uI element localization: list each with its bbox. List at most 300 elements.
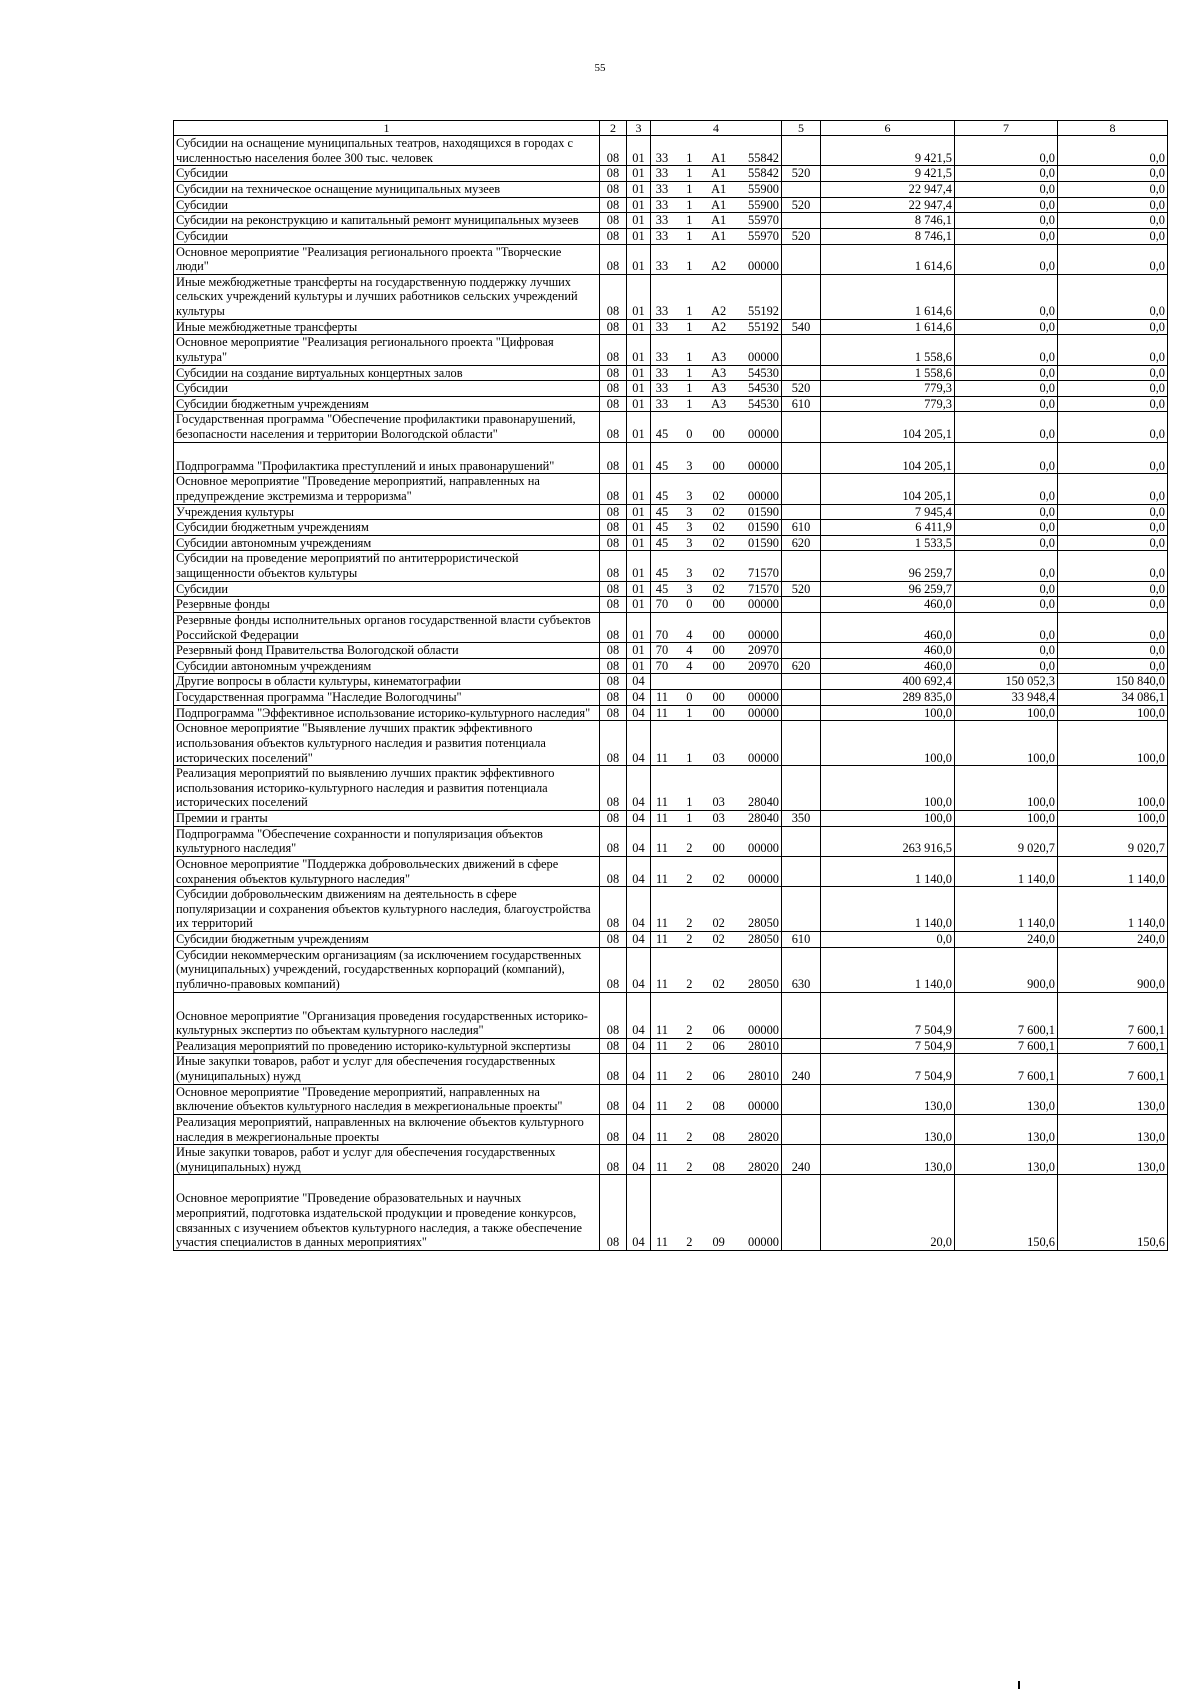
program-code (651, 535, 782, 551)
program-code-part: 11 (656, 1129, 668, 1144)
program-code-parts (653, 916, 779, 931)
program-code-part: 1 (686, 304, 693, 319)
program-code-part: 00 (712, 705, 725, 720)
program-code-parts (653, 1160, 779, 1175)
header-cell: 8 (1058, 121, 1168, 136)
program-code (651, 856, 782, 886)
program-code-part: 55842 (748, 150, 779, 165)
program-code-part: 11 (656, 1038, 668, 1053)
amount-col-6: 460,0 (821, 658, 955, 674)
expense-type-code (782, 1175, 821, 1251)
program-code-part: 03 (712, 795, 725, 810)
row-name: Подпрограмма "Профилактика преступлений и иных правонарушений" (174, 442, 600, 474)
section-code: 08 (600, 597, 627, 613)
section-code: 08 (600, 932, 627, 948)
expense-type-code (782, 335, 821, 365)
program-code-part: 00000 (748, 750, 779, 765)
program-code-part: 2 (686, 1099, 693, 1114)
program-code (651, 365, 782, 381)
program-code (651, 319, 782, 335)
amount-col-6: 130,0 (821, 1145, 955, 1175)
program-code-parts (653, 182, 779, 197)
row-name: Реализация мероприятий по выявлению лучших практик эффективного использования историко-культурного наследия и развития потенциала исторических поселений (174, 766, 600, 811)
amount-col-7: 0,0 (955, 213, 1058, 229)
program-code (651, 721, 782, 766)
subsection-code: 01 (627, 228, 651, 244)
amount-col-6: 6 411,9 (821, 520, 955, 536)
table-row (174, 1175, 1168, 1251)
section-code: 08 (600, 766, 627, 811)
amount-col-7: 900,0 (955, 947, 1058, 992)
program-code-part: 28040 (748, 795, 779, 810)
program-code-part: 08 (712, 1129, 725, 1144)
subsection-code: 04 (627, 1145, 651, 1175)
table-row (174, 856, 1168, 886)
amount-col-8: 7 600,1 (1058, 992, 1168, 1038)
program-code-parts (653, 597, 779, 612)
program-code-parts (653, 690, 779, 705)
amount-col-6: 104 205,1 (821, 412, 955, 442)
program-code-part: 3 (686, 504, 693, 519)
section-code: 08 (600, 643, 627, 659)
subsection-code: 04 (627, 721, 651, 766)
program-code-parts (653, 304, 779, 319)
program-code-part: 11 (656, 1099, 668, 1114)
program-code-part: 11 (656, 932, 668, 947)
expense-type-code: 610 (782, 520, 821, 536)
section-code: 08 (600, 535, 627, 551)
table-row (174, 228, 1168, 244)
program-code-part: 28050 (748, 932, 779, 947)
program-code-parts (653, 566, 779, 581)
amount-col-7: 150 052,3 (955, 674, 1058, 690)
amount-col-7: 0,0 (955, 551, 1058, 581)
program-code-part: 70 (655, 643, 669, 658)
program-code-part: 02 (712, 504, 725, 519)
table-row (174, 136, 1168, 166)
table-row (174, 412, 1168, 442)
table-row (174, 766, 1168, 811)
expense-type-code: 240 (782, 1145, 821, 1175)
amount-col-8: 100,0 (1058, 705, 1168, 721)
subsection-code: 01 (627, 182, 651, 198)
program-code-part: 2 (686, 871, 693, 886)
program-code-part: 28040 (748, 811, 779, 826)
program-code-part: 55970 (748, 213, 779, 228)
amount-col-6: 1 614,6 (821, 274, 955, 319)
amount-col-6: 7 945,4 (821, 504, 955, 520)
section-code: 08 (600, 365, 627, 381)
row-name: Субсидии на оснащение муниципальных театров, находящихся в городах с численностью населения более 300 тыс. человек (174, 136, 600, 166)
subsection-code: 01 (627, 365, 651, 381)
amount-col-7: 0,0 (955, 197, 1058, 213)
table-row (174, 721, 1168, 766)
expense-type-code (782, 244, 821, 274)
section-code: 08 (600, 1175, 627, 1251)
program-code-part: 33 (655, 197, 669, 212)
program-code-parts (653, 397, 779, 412)
expense-type-code (782, 992, 821, 1038)
expense-type-code (782, 213, 821, 229)
expense-type-code (782, 856, 821, 886)
section-code: 08 (600, 992, 627, 1038)
program-code (651, 197, 782, 213)
section-code: 08 (600, 166, 627, 182)
expense-type-code (782, 182, 821, 198)
subsection-code: 04 (627, 766, 651, 811)
row-name: Субсидии бюджетным учреждениям (174, 396, 600, 412)
subsection-code: 04 (627, 1114, 651, 1144)
program-code-part: 11 (656, 750, 668, 765)
program-code (651, 182, 782, 198)
row-name: Премии и гранты (174, 811, 600, 827)
amount-col-6: 779,3 (821, 396, 955, 412)
program-code-parts (653, 489, 779, 504)
section-code: 08 (600, 1114, 627, 1144)
program-code-parts (653, 795, 779, 810)
subsection-code: 01 (627, 612, 651, 642)
table-row (174, 643, 1168, 659)
program-code (651, 213, 782, 229)
section-code: 08 (600, 581, 627, 597)
program-code (651, 244, 782, 274)
subsection-code: 01 (627, 474, 651, 504)
amount-col-8: 9 020,7 (1058, 826, 1168, 856)
amount-col-8: 0,0 (1058, 396, 1168, 412)
amount-col-6: 130,0 (821, 1084, 955, 1114)
row-name: Субсидии бюджетным учреждениям (174, 520, 600, 536)
program-code-part: 0 (686, 427, 693, 442)
row-name: Государственная программа "Наследие Вологодчины" (174, 690, 600, 706)
program-code-part: 06 (712, 1069, 725, 1084)
expense-type-code (782, 1114, 821, 1144)
amount-col-7: 0,0 (955, 396, 1058, 412)
program-code-part: 2 (686, 916, 693, 931)
program-code-parts (653, 259, 779, 274)
program-code-parts (653, 841, 779, 856)
table-row (174, 1114, 1168, 1144)
program-code-parts (653, 659, 779, 674)
amount-col-8: 100,0 (1058, 766, 1168, 811)
program-code-part: 2 (686, 1023, 693, 1038)
expense-type-code (782, 612, 821, 642)
program-code-part: 1 (686, 213, 693, 228)
section-code: 08 (600, 705, 627, 721)
subsection-code: 04 (627, 947, 651, 992)
section-code: 08 (600, 474, 627, 504)
amount-col-7: 0,0 (955, 520, 1058, 536)
amount-col-7: 0,0 (955, 535, 1058, 551)
expense-type-code (782, 365, 821, 381)
program-code-part: 28050 (748, 916, 779, 931)
program-code (651, 887, 782, 932)
program-code-part: 1 (686, 166, 693, 181)
program-code (651, 597, 782, 613)
program-code-part: 0 (686, 597, 693, 612)
amount-col-6: 9 421,5 (821, 136, 955, 166)
row-name: Учреждения культуры (174, 504, 600, 520)
program-code-part: 3 (686, 535, 693, 550)
program-code-part: 11 (656, 705, 668, 720)
table-row (174, 597, 1168, 613)
amount-col-6: 400 692,4 (821, 674, 955, 690)
expense-type-code (782, 887, 821, 932)
program-code-part: 1 (686, 396, 693, 411)
section-code: 08 (600, 811, 627, 827)
program-code-part: 4 (686, 658, 693, 673)
row-name: Подпрограмма "Эффективное использование историко-культурного наследия" (174, 705, 600, 721)
table-row (174, 658, 1168, 674)
program-code (651, 474, 782, 504)
amount-col-6: 96 259,7 (821, 581, 955, 597)
budget-table (173, 120, 1168, 1251)
expense-type-code: 520 (782, 166, 821, 182)
program-code-part: 45 (655, 520, 669, 535)
program-code (651, 520, 782, 536)
row-name: Основное мероприятие "Проведение образовательных и научных мероприятий, подготовка издательской продукции и проведение конкурсов, связанных с изучением объектов культурного наследия, а также обеспечение участия специалистов в данных мероприятиях" (174, 1175, 600, 1251)
subsection-code: 04 (627, 811, 651, 827)
program-code-part: 2 (686, 932, 693, 947)
amount-col-8: 34 086,1 (1058, 690, 1168, 706)
subsection-code: 04 (627, 856, 651, 886)
expense-type-code (782, 1084, 821, 1114)
row-name: Субсидии автономным учреждениям (174, 658, 600, 674)
amount-col-6: 0,0 (821, 932, 955, 948)
table-row (174, 504, 1168, 520)
expense-type-code: 520 (782, 197, 821, 213)
program-code-part: 54530 (748, 381, 779, 396)
program-code-part: 1 (686, 228, 693, 243)
amount-col-6: 20,0 (821, 1175, 955, 1251)
program-code-part: 33 (655, 213, 669, 228)
subsection-code: 01 (627, 412, 651, 442)
amount-col-8: 1 140,0 (1058, 856, 1168, 886)
program-code-part: 2 (686, 1069, 693, 1084)
program-code-part: 06 (712, 1023, 725, 1038)
section-code: 08 (600, 674, 627, 690)
amount-col-7: 130,0 (955, 1084, 1058, 1114)
table-body (174, 136, 1168, 1251)
subsection-code: 01 (627, 658, 651, 674)
program-code-part: 02 (712, 488, 725, 503)
section-code: 08 (600, 335, 627, 365)
row-name: Реализация мероприятий по проведению историко-культурной экспертизы (174, 1038, 600, 1054)
row-name: Основное мероприятие "Проведение мероприятий, направленных на предупреждение экстремизма и терроризма" (174, 474, 600, 504)
program-code-part: 00000 (748, 1099, 779, 1114)
program-code-part: 55192 (748, 319, 779, 334)
program-code-part: 00000 (748, 871, 779, 886)
amount-col-8: 0,0 (1058, 643, 1168, 659)
header-cell: 7 (955, 121, 1058, 136)
header-cell: 5 (782, 121, 821, 136)
program-code (651, 504, 782, 520)
program-code-part: 02 (712, 976, 725, 991)
amount-col-7: 0,0 (955, 474, 1058, 504)
program-code (651, 690, 782, 706)
amount-col-7: 0,0 (955, 244, 1058, 274)
program-code-part: 00000 (748, 488, 779, 503)
amount-col-6: 7 504,9 (821, 1054, 955, 1084)
program-code (651, 826, 782, 856)
table-row (174, 442, 1168, 474)
program-code-part: 33 (655, 396, 669, 411)
expense-type-code: 620 (782, 535, 821, 551)
program-code-part: 00 (712, 841, 725, 856)
program-code-parts (653, 932, 779, 947)
program-code-parts (653, 706, 779, 721)
program-code-part: 3 (686, 520, 693, 535)
amount-col-6: 460,0 (821, 643, 955, 659)
table-row (174, 887, 1168, 932)
program-code-parts (653, 582, 779, 597)
program-code (651, 766, 782, 811)
expense-type-code (782, 551, 821, 581)
amount-col-7: 100,0 (955, 705, 1058, 721)
expense-type-code: 610 (782, 396, 821, 412)
subsection-code: 01 (627, 136, 651, 166)
amount-col-8: 0,0 (1058, 319, 1168, 335)
page-number: 55 (594, 62, 606, 74)
section-code: 08 (600, 612, 627, 642)
section-code: 08 (600, 412, 627, 442)
row-name: Субсидии (174, 581, 600, 597)
amount-col-7: 0,0 (955, 643, 1058, 659)
program-code-part: 70 (655, 658, 669, 673)
section-code: 08 (600, 721, 627, 766)
amount-col-7: 9 020,7 (955, 826, 1058, 856)
header-cell: 3 (627, 121, 651, 136)
expense-type-code (782, 274, 821, 319)
amount-col-8: 130,0 (1058, 1084, 1168, 1114)
amount-col-7: 1 140,0 (955, 856, 1058, 886)
amount-col-7: 100,0 (955, 811, 1058, 827)
program-code-part: 00000 (748, 597, 779, 612)
program-code-part: 70 (655, 597, 669, 612)
program-code-part: 1 (686, 319, 693, 334)
program-code (651, 992, 782, 1038)
table-row (174, 213, 1168, 229)
table-row (174, 947, 1168, 992)
expense-type-code (782, 721, 821, 766)
program-code (651, 381, 782, 397)
row-name: Иные межбюджетные трансферты (174, 319, 600, 335)
program-code (651, 705, 782, 721)
program-code-part: 45 (655, 535, 669, 550)
table-row (174, 705, 1168, 721)
row-name: Субсидии добровольческим движениям на деятельность в сфере популяризации и сохранения объектов культурного наследия, благоустройства их территорий (174, 887, 600, 932)
expense-type-code (782, 674, 821, 690)
program-code-part: 45 (655, 504, 669, 519)
program-code-parts (653, 1235, 779, 1250)
program-code (651, 335, 782, 365)
subsection-code: 01 (627, 396, 651, 412)
amount-col-8: 7 600,1 (1058, 1054, 1168, 1084)
program-code-part: 11 (656, 841, 668, 856)
expense-type-code (782, 826, 821, 856)
amount-col-7: 150,6 (955, 1175, 1058, 1251)
amount-col-6: 96 259,7 (821, 551, 955, 581)
amount-col-8: 150,6 (1058, 1175, 1168, 1251)
amount-col-6: 22 947,4 (821, 182, 955, 198)
header-cell: 6 (821, 121, 955, 136)
program-code-part: 54530 (748, 396, 779, 411)
amount-col-8: 150 840,0 (1058, 674, 1168, 690)
program-code-part: A1 (711, 213, 727, 228)
subsection-code: 04 (627, 705, 651, 721)
amount-col-7: 240,0 (955, 932, 1058, 948)
program-code (651, 1175, 782, 1251)
program-code-part: 11 (656, 690, 668, 705)
row-name: Иные межбюджетные трансферты на государственную поддержку лучших сельских учреждений культуры и лучших работников сельских учреждений культуры (174, 274, 600, 319)
amount-col-6: 1 614,6 (821, 244, 955, 274)
program-code-part: 33 (655, 166, 669, 181)
subsection-code: 01 (627, 597, 651, 613)
subsection-code: 01 (627, 244, 651, 274)
program-code-part: 00 (712, 643, 725, 658)
table-row (174, 335, 1168, 365)
program-code-part: 01590 (748, 504, 779, 519)
amount-col-6: 289 835,0 (821, 690, 955, 706)
amount-col-8: 0,0 (1058, 166, 1168, 182)
program-code (651, 643, 782, 659)
program-code-part: 2 (686, 1235, 693, 1250)
program-code-parts (653, 1039, 779, 1054)
program-code-part: 2 (686, 976, 693, 991)
program-code-parts (653, 350, 779, 365)
subsection-code: 04 (627, 992, 651, 1038)
amount-col-7: 0,0 (955, 658, 1058, 674)
table-row (174, 1084, 1168, 1114)
amount-col-8: 0,0 (1058, 658, 1168, 674)
row-name: Государственная программа "Обеспечение профилактики правонарушений, безопасности населения и территории Вологодской области" (174, 412, 600, 442)
row-name: Субсидии на техническое оснащение муниципальных музеев (174, 182, 600, 198)
section-code: 08 (600, 520, 627, 536)
subsection-code: 04 (627, 932, 651, 948)
expense-type-code (782, 690, 821, 706)
amount-col-6: 104 205,1 (821, 442, 955, 474)
row-name: Субсидии (174, 197, 600, 213)
program-code (651, 811, 782, 827)
program-code-part: 55192 (748, 304, 779, 319)
amount-col-8: 0,0 (1058, 244, 1168, 274)
program-code-part: 00 (712, 690, 725, 705)
program-code (651, 1084, 782, 1114)
program-code-parts (653, 151, 779, 166)
program-code-part: 54530 (748, 365, 779, 380)
amount-col-8: 130,0 (1058, 1145, 1168, 1175)
program-code-part: 11 (656, 795, 668, 810)
program-code (651, 674, 782, 690)
subsection-code: 01 (627, 551, 651, 581)
expense-type-code (782, 474, 821, 504)
program-code (651, 228, 782, 244)
program-code-part: 01590 (748, 535, 779, 550)
program-code-parts (653, 1023, 779, 1038)
row-name: Основное мероприятие "Проведение мероприятий, направленных на включение объектов культурного наследия в межрегиональные проекты" (174, 1084, 600, 1114)
program-code (651, 1114, 782, 1144)
amount-col-7: 100,0 (955, 766, 1058, 811)
subsection-code: 01 (627, 335, 651, 365)
program-code-part: 20970 (748, 643, 779, 658)
program-code-part: 28050 (748, 976, 779, 991)
header-cell: 1 (174, 121, 600, 136)
program-code-part: 2 (686, 841, 693, 856)
subsection-code: 01 (627, 381, 651, 397)
program-code-parts (653, 1130, 779, 1145)
table-row (174, 474, 1168, 504)
amount-col-8: 0,0 (1058, 551, 1168, 581)
amount-col-7: 0,0 (955, 504, 1058, 520)
